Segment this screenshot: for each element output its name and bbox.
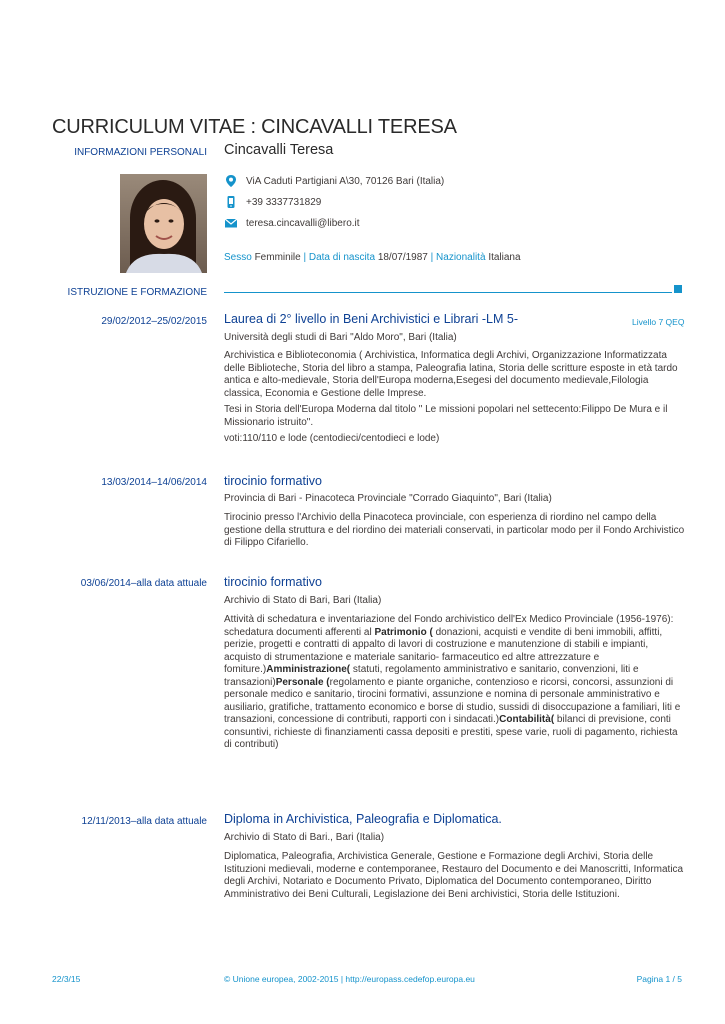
location-pin-icon <box>224 174 238 188</box>
entry-description <box>224 512 686 550</box>
description-paragraph: Tirocinio presso l'Archivio della Pinacoteca provinciale, con esperienza di riordino nel campo della gestione della struttura e del riordino dei materiali conservati, in particolar modo per il Fondo Archivistico di Filippo Cifariello. <box>224 512 685 548</box>
section-marker-icon <box>674 285 682 293</box>
personal-details <box>224 252 521 263</box>
bold-run: Amministrazione( <box>266 664 351 675</box>
footer-copyright[interactable]: © Unione europea, 2002-2015 | http://europass.cedefop.europa.eu <box>224 974 475 984</box>
bold-run: Personale ( <box>275 676 330 688</box>
contact-email <box>224 216 360 230</box>
description-paragraph: Archivistica e Biblioteconomia ( Archivistica, Informatica degli Archivi, Organizzazione Informatizzata delle Biblioteche, Storia del libro a stampa, Paleografia latina, Storia delle scritture esposte in età tardo antica e alto-medievale, Storia dell'Europa moderna,Esegesi del documento medievale,Filologia classica, Economia e Gestione delle Imprese. <box>224 350 678 399</box>
entry-dates: 12/11/2013–alla data attuale <box>81 816 207 827</box>
entry-dates: 03/06/2014–alla data attuale <box>80 578 207 589</box>
email-text[interactable]: teresa.cincavalli@libero.it <box>246 217 360 229</box>
entry-organisation: Università degli studi di Bari "Aldo Moro", Bari (Italia) <box>224 332 457 343</box>
text-run: donazioni, acquisti e vendite di beni immobili, affitti, perizie, progetti e contratti di appalto di lavori di costruzione e manutenzione di stabili e impianti, acquisto di strumentazione e materiale sanitario- farmaceutico ed altre attrezzature e fomiture.) <box>224 626 663 675</box>
profile-photo <box>120 174 207 273</box>
birth-label: Data di nascita <box>308 252 376 263</box>
address-text: ViA Caduti Partigiani A\30, 70126 Bari (Italia) <box>246 175 445 187</box>
description-paragraph: Diplomatica, Paleografia, Archivistica Generale, Gestione e Formazione degli Archivi, Storia delle Istituzioni medievali, moderne e contemporanee, Restauro del Documento e dei Manoscritti, Informatica degli Archivi, Notariato e Documento Privato, Diplomatica del Documento contemporaneo, Diritto Amministrativo dei Beni Culturali, Legislazione dei Beni archivistici, Storia delle Istituzioni. <box>224 851 684 900</box>
text-run: statuti, regolamento amministrativo e sanitario, convenzioni, liti e transazioni) <box>224 664 639 688</box>
text-run: Attività di schedatura e inventariazione del Fondo archivistico dell'Ex Medico Provinciale (1956-1976): schedatura documenti afferenti al <box>224 614 674 638</box>
text-run: bilanci di previsione, conti consuntivi, richieste di finanziamenti cassa depositi e prestiti, spese varie, ruoli di pagamento, richiesta di contributi) <box>224 714 678 750</box>
entry-title: tirocinio formativo <box>224 575 322 589</box>
entry-description <box>224 851 686 901</box>
birth-value: 18/07/1987 <box>377 252 428 263</box>
description-paragraph <box>224 614 686 752</box>
section-divider <box>224 292 672 293</box>
entry-organisation: Provincia di Bari - Pinacoteca Provinciale "Corrado Giaquinto", Bari (Italia) <box>224 493 552 504</box>
entry-title: Diploma in Archivistica, Paleografia e Diplomatica. <box>224 812 502 826</box>
qualification-level: Livello 7 QEQ <box>632 317 685 327</box>
sex-label: Sesso <box>224 252 252 263</box>
contact-phone <box>224 195 321 209</box>
footer-page-number: Pagina 1 / 5 <box>636 974 682 984</box>
nationality-value: Italiana <box>488 252 521 263</box>
section-label-education: ISTRUZIONE E FORMAZIONE <box>67 287 207 298</box>
contact-address <box>224 174 444 188</box>
separator: | <box>303 252 307 263</box>
phone-text: +39 3337731829 <box>246 196 322 208</box>
nationality-label: Nazionalità <box>436 252 486 263</box>
entry-organisation: Archivio di Stato di Bari, Bari (Italia) <box>224 595 382 606</box>
footer-date: 22/3/15 <box>52 974 81 984</box>
entry-dates: 13/03/2014–14/06/2014 <box>101 477 207 488</box>
section-label-personal: INFORMAZIONI PERSONALI <box>74 147 207 158</box>
separator: | <box>430 252 434 263</box>
portrait-image <box>120 174 207 273</box>
description-paragraph: Tesi in Storia dell'Europa Moderna dal titolo " Le missioni popolari nel settecento:Filippo De Mura e il Missionario istruito". <box>224 404 668 428</box>
entry-dates: 29/02/2012–25/02/2015 <box>101 316 207 327</box>
text-run: regolamento e piante organiche, contenzioso e ricorsi, concorsi, assunzioni di personale medico e sanitario, tirocini formativi, assunzione e nomina di personale amministrativo e ausiliario, gratifiche, trattamento economico e borse di studio, sussidi di disoccupazione a familiari, liti e transazioni, concessione di contributi, rapporti con i sindacati.) <box>224 676 681 725</box>
description-paragraph: voti:110/110 e lode (centodieci/centodieci e lode) <box>224 433 440 444</box>
entry-organisation: Archivio di Stato di Bari., Bari (Italia) <box>224 832 385 843</box>
entry-title: tirocinio formativo <box>224 474 322 488</box>
page-title: CURRICULUM VITAE : CINCAVALLI TERESA <box>52 116 457 138</box>
bold-run: Patrimonio ( <box>374 626 433 638</box>
person-name: Cincavalli Teresa <box>224 142 334 158</box>
mobile-phone-icon <box>224 195 238 209</box>
bold-run: Contabilità( <box>499 714 555 725</box>
email-envelope-icon <box>224 216 238 230</box>
entry-description <box>224 350 686 446</box>
entry-description <box>224 614 686 752</box>
entry-title: Laurea di 2° livello in Beni Archivistici e Librari -LM 5- <box>224 312 519 326</box>
sex-value: Femminile <box>254 252 301 263</box>
